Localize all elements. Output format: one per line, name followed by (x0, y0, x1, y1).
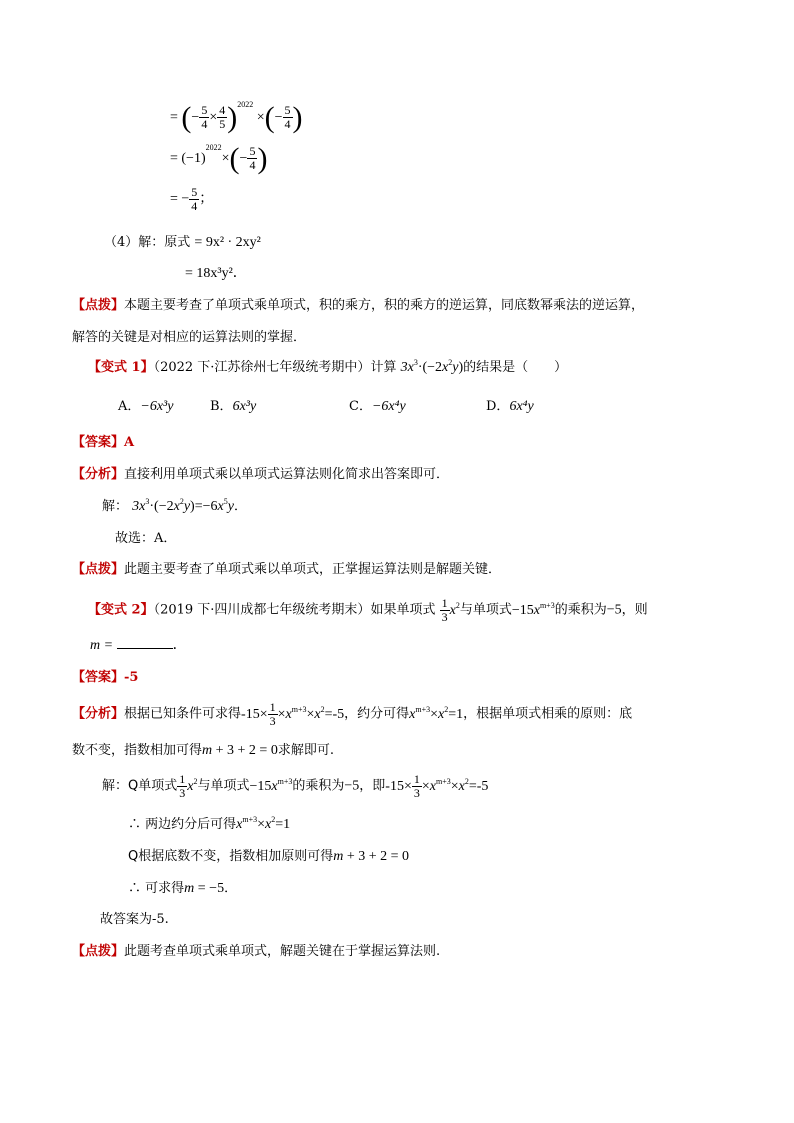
dianbo-3: 【点拨】此题考查单项式乘单项式，解题关键在于掌握运算法则. (72, 944, 441, 959)
blank-m[interactable]: m = ． (90, 638, 187, 653)
dianbo-1-line2: 解答的关键是对相应的运算法则的掌握． (72, 330, 307, 345)
dianbo-2: 【点拨】此题主要考查了单项式乘以单项式，正掌握运算法则是解题关键． (72, 562, 502, 577)
analysis-2-line2: 数不变，指数相加可得m + 3 + 2 = 0求解即可. (72, 743, 334, 758)
analysis-1: 【分析】直接利用单项式乘以单项式运算法则化简求出答案即可． (72, 467, 450, 482)
part4-eq2: = 18x³y²． (185, 266, 247, 281)
answer-2: 【答案】-5 (72, 670, 139, 685)
answer-1: 【答案】A (72, 435, 135, 450)
part4-eq1: = 9x² · 2xy² (194, 235, 261, 250)
option-c[interactable]: C．−6x⁴y (349, 399, 406, 414)
dianbo-1-line1: 【点拨】本题主要考查了单项式乘单项式，积的乘方，积的乘方的逆运算，同底数幂乘法的逆运算， (72, 298, 645, 313)
step-line-2: = $(-1)^{2022}\times(-$ $\frac{5}{4}$ ) (170, 141, 268, 175)
part4-label: （4）解：原式 = 9x² · 2xy² (104, 235, 261, 250)
solve-2-line3: Q根据底数不变，指数相加原则可得m + 3 + 2 = 0 (128, 849, 410, 864)
bianshi-2-question: 【变式 2】（2019 下·四川成都七年级统考期末）如果单项式 $\frac{1}{3}$ $x^2$与单项式$-15x^{m+3}$的乘积为−5，则 (88, 596, 648, 624)
step-line-1: = (− $\frac{5}{4}$ × $\frac{4}{5}$ )$^{2022}$ ×(− $\frac{5}{4}$ ) (170, 100, 303, 134)
solve-2-line2: ∴ 两边约分后可得$x^{m+3}\times x^2=1$ (128, 815, 291, 832)
solve-2-line4: ∴ 可求得m = −5． (128, 881, 238, 896)
analysis-2-line1: 【分析】根据已知条件可求得-15× $\frac{1}{3}$ $\times x^{m+3}\times x^2=-5$，约分可得$x^{m+3}\times x^2=1$，根据单项式相乘的原则：底 (72, 700, 633, 728)
conclusion-2: 故答案为-5. (100, 912, 169, 927)
option-b[interactable]: B．6x³y (210, 399, 257, 414)
step-line-3: = − $\frac{5}{4}$ ； (170, 185, 214, 213)
solve-2-line1: 解：Q单项式 $\frac{1}{3}$ $x^2$与单项式$-15x^{m+3}$的乘积为−5，即-15× $\frac{1}{3}$ $\times x^{m+3}\times x^2=-5$ (102, 772, 489, 800)
option-d[interactable]: D．6x⁴y (486, 399, 534, 414)
choose-1: 故选：A． (115, 531, 177, 546)
option-a[interactable]: A．−6x³y (118, 399, 174, 414)
bianshi-1-question: 【变式 1】（2022 下·江苏徐州七年级统考期中）计算 $3x^3\cdot(-2x^2y)$的结果是（ ） (88, 358, 568, 375)
solve-1: 解： $3x^3\cdot(-2x^2y)=-6x^5y$． (102, 497, 247, 514)
